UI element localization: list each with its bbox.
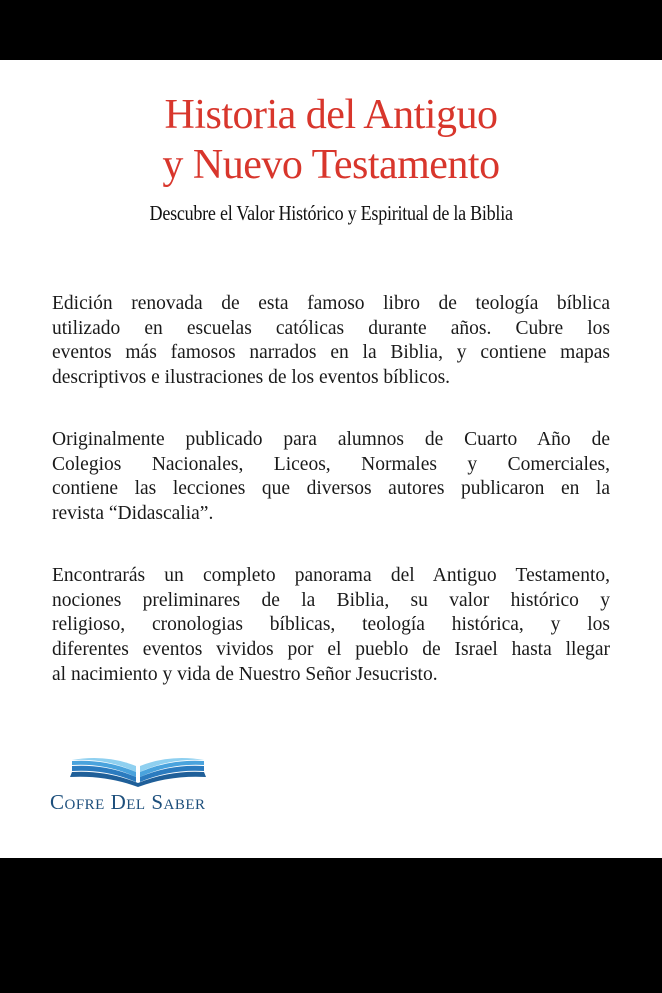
text-line: al nacimiento y vida de Nuestro Señor Jesucristo. [52, 663, 438, 685]
text-line: religioso, cronologias bíblicas, teología histórica, y los [52, 614, 610, 636]
open-book-icon [70, 758, 206, 788]
text-line: nociones preliminares de la Biblia, su valor histórico y [52, 589, 610, 611]
subtitle-text: Descubre el Valor Histórico y Espiritual de la Biblia [149, 201, 513, 225]
text-line: contiene las lecciones que diversos autores publicaron en la [52, 478, 610, 500]
text-line: utilizado en escuelas católicas durante años. Cubre los [52, 317, 610, 339]
text-line: Encontrarás un completo panorama del Antiguo Testamento, [52, 565, 610, 586]
text-line: Originalmente publicado para alumnos de Cuarto Año de [52, 429, 610, 450]
text-line: eventos más famosos narrados en la Biblia, y contiene mapas [52, 342, 610, 364]
title-line-1: Historia del Antiguo [164, 92, 498, 138]
back-cover [0, 60, 662, 858]
text-line: descriptivos e ilustraciones de los eventos bíblicos. [52, 367, 451, 389]
text-line: revista “Didascalia”. [52, 503, 214, 525]
text-line: diferentes eventos vividos por el pueblo de Israel hasta llegar [52, 639, 610, 661]
text-line: Edición renovada de esta famoso libro de teología bíblica [52, 293, 610, 314]
title-line-2: y Nuevo Testamento [162, 142, 500, 188]
publisher-logo [50, 758, 230, 815]
text-line: Colegios Nacionales, Liceos, Normales y Comerciales, [52, 453, 610, 475]
subtitle [0, 201, 662, 226]
paragraph-2 [52, 428, 610, 527]
paragraph-3 [52, 564, 610, 688]
publisher-name: Cofre Del Saber [50, 790, 206, 814]
paragraph-1 [52, 292, 610, 391]
